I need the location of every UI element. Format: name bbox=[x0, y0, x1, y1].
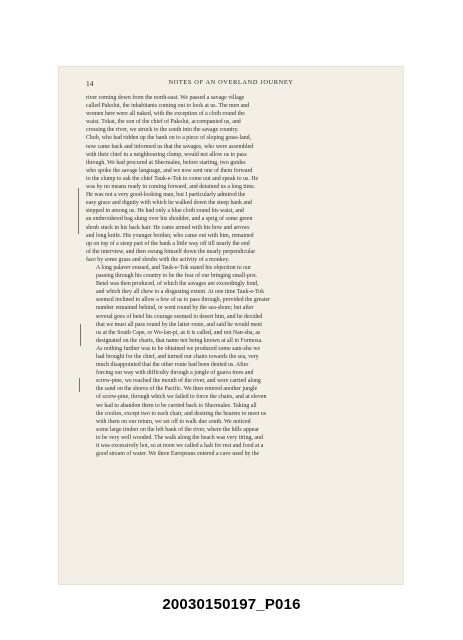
margin-pencil-mark bbox=[79, 378, 80, 392]
text-line: number remained behind, or went round by the sea-shore; but after bbox=[96, 305, 254, 312]
text-line: of screw-pine, through which we failed to force the chairs, and at eleven bbox=[96, 394, 267, 401]
page-number: 14 bbox=[86, 79, 94, 88]
text-line: forcing our way with difficulty through a jungle of guava trees and bbox=[96, 370, 254, 377]
text-line: women here were all naked, with the exception of a cloth round the bbox=[86, 111, 245, 118]
text-line: several goes of betel his courage seemed to desert him, and he decided bbox=[96, 313, 263, 320]
text-line: had brought for the chief, and turned our chairs towards the sea, very bbox=[96, 354, 259, 360]
text-line: we had to abandon them to be carried back to Shecmalee. Taking all bbox=[96, 402, 257, 409]
text-line: crossing the river, we struck to the south into the savage country. bbox=[86, 127, 239, 134]
text-line: an embroidered bag slung over his shoulder, and a sprig of some green bbox=[86, 216, 253, 223]
text-line: some large timber on the left bank of the river, where the hills appear bbox=[96, 426, 259, 433]
text-line: screw-pine, we reached the mouth of the river, and were carried along bbox=[96, 378, 261, 385]
text-line: with their chief in a neighbouring clump, would not allow us to pass bbox=[86, 151, 247, 158]
text-line: through. We had procured at Shecmalee, before starting, two guides bbox=[86, 159, 246, 166]
text-line: passing through his country to be the fear of our bringing small-pox. bbox=[96, 273, 258, 280]
text-line: who spoke the savage language, and we now sent one of them forward bbox=[86, 167, 253, 174]
text-line: much disappointed that the other route had been denied us. After bbox=[96, 362, 249, 369]
text-line: it was excessively hot, so at noon we called a halt for rest and food at a bbox=[96, 443, 264, 450]
text-line: shrub stuck in his back hair. He came armed with his bow and arrows bbox=[86, 224, 250, 231]
text-line: was by no means ready in coming forward, and detained us a long time. bbox=[86, 184, 256, 191]
text-line: river coming down from the north-east. We passed a savage village bbox=[86, 95, 245, 101]
text-line: to be very well wooded. The walk along the beach was very tiring, and bbox=[96, 434, 263, 441]
text-line: us at the South Cape, or Wo-lan-pi, as it is called, and not Nan-sha, as bbox=[96, 329, 261, 336]
text-line: the coolies, except two to each chair, and desiring the bearers to meet us bbox=[96, 410, 267, 417]
text-line: the sand on the shores of the Pacific. We then entered another jungle bbox=[96, 386, 258, 393]
book-page bbox=[58, 66, 404, 585]
text-line: Chob, who had ridden up the bank on to a piece of sloping grass-land, bbox=[86, 135, 252, 142]
text-line: and long knife. His younger brother, who came out with him, remained bbox=[86, 232, 254, 239]
text-line: with them on our return, we set off to walk due south. We noticed bbox=[96, 418, 251, 425]
paragraph bbox=[86, 345, 378, 458]
text-line: Betel was then produced, of which the savages are exceedingly fond, bbox=[96, 281, 259, 288]
text-line: designated on the charts, that name not being known at all in Formosa. bbox=[96, 337, 263, 344]
body-text bbox=[86, 94, 378, 458]
page-header bbox=[86, 79, 376, 91]
text-line: face by some grass and shrubs with the activity of a monkey. bbox=[86, 256, 230, 263]
text-line: stepped in among us. He had only a blue cloth round his waist, and bbox=[86, 208, 244, 215]
text-line: As nothing further was to be obtained we produced some sam-shu we bbox=[96, 345, 261, 352]
paragraph bbox=[86, 94, 378, 264]
text-line: up on top of a steep part of the bank a little way off till nearly the end bbox=[86, 240, 250, 247]
text-line: now came back and informed us that the savages, who were assembled bbox=[86, 143, 254, 150]
text-line: waist. Tokat, the son of the chief of Pakolut, accompanied us, and bbox=[86, 119, 241, 126]
text-line: and which they all chew to a disgusting extent. At one time Tauk-e-Tok bbox=[96, 289, 265, 296]
text-line: good stream of water. We three Europeans entered a cave used by the bbox=[96, 451, 260, 458]
paragraph bbox=[86, 264, 378, 345]
margin-pencil-mark bbox=[78, 188, 79, 234]
text-line: to the clump to ask the chief Tauk-e-Tok to come out and speak to us. He bbox=[86, 175, 259, 182]
text-line: easy grace and dignity with which he walked down the steep bank and bbox=[86, 200, 252, 207]
text-line: A long palaver ensued, and Tauk-e-Tok stated his objection to our bbox=[96, 264, 251, 271]
text-line: called Pakolut, the inhabitants coming out to look at us. The men and bbox=[86, 103, 250, 110]
text-line: seemed inclined to allow a few of us to pass through, provided the greater bbox=[96, 297, 271, 304]
margin-pencil-mark bbox=[80, 324, 81, 346]
running-title: NOTES OF AN OVERLAND JOURNEY bbox=[168, 79, 294, 86]
text-line: of the interview, and then swung himself down the nearly perpendicular bbox=[86, 248, 256, 255]
image-caption: 20030150197_P016 bbox=[162, 596, 301, 613]
text-line: He was not a very good-looking man, but I particularly admired the bbox=[86, 192, 246, 199]
text-line: that we must all pass round by the latter route, and said he would meet bbox=[96, 321, 263, 328]
